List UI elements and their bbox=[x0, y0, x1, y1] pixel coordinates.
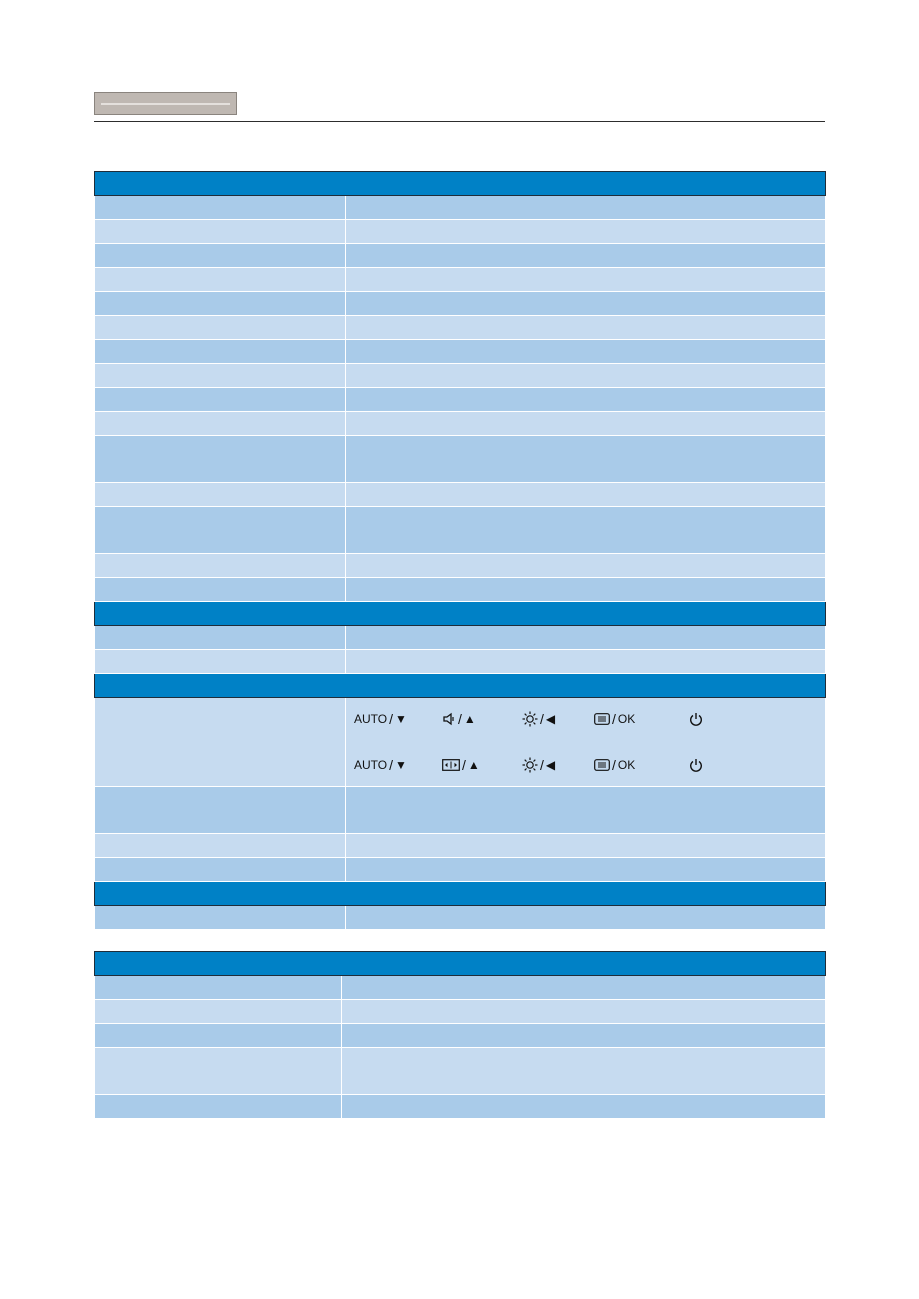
spec-value bbox=[346, 834, 826, 858]
control-keys-cell bbox=[346, 698, 826, 787]
spec-value bbox=[346, 554, 826, 578]
spec-label bbox=[95, 1024, 342, 1048]
menu-icon bbox=[594, 759, 610, 771]
spec-value bbox=[346, 364, 826, 388]
control-keys-row-1 bbox=[354, 708, 825, 730]
spec-label bbox=[95, 364, 346, 388]
power-key bbox=[689, 712, 719, 727]
spec-label bbox=[95, 1048, 342, 1095]
spec-label bbox=[95, 1000, 342, 1024]
section-header bbox=[95, 882, 826, 906]
spec-value bbox=[346, 292, 826, 316]
volume-up-key: / ▲ bbox=[442, 711, 522, 727]
left-arrow-icon: ◀ bbox=[545, 712, 556, 726]
power-icon bbox=[689, 712, 703, 727]
control-keys-row-2 bbox=[354, 754, 825, 776]
spec-label bbox=[95, 483, 346, 507]
tab-highlight bbox=[101, 103, 230, 105]
spec-value bbox=[346, 388, 826, 412]
spec-value bbox=[346, 787, 826, 834]
spec-label bbox=[95, 340, 346, 364]
left-arrow-icon: ◀ bbox=[545, 758, 556, 772]
spec-label bbox=[95, 388, 346, 412]
power-icon bbox=[689, 758, 703, 773]
spec-label bbox=[95, 1095, 342, 1119]
spec-label bbox=[95, 316, 346, 340]
menu-ok-key: / OK bbox=[594, 711, 689, 727]
spec-label bbox=[95, 858, 346, 882]
spec-value bbox=[346, 220, 826, 244]
spec-value bbox=[342, 1048, 826, 1095]
down-arrow-icon: ▼ bbox=[395, 712, 407, 726]
menu-icon bbox=[594, 713, 610, 725]
spec-value bbox=[346, 650, 826, 674]
spec-label bbox=[95, 578, 346, 602]
header-rule bbox=[94, 121, 825, 122]
spec-label bbox=[95, 626, 346, 650]
up-arrow-icon: ▲ bbox=[463, 712, 476, 726]
spec-value bbox=[346, 436, 826, 483]
spec-label bbox=[95, 244, 346, 268]
auto-down-key: AUTO / ▼ bbox=[354, 711, 407, 727]
ok-label: OK bbox=[617, 712, 636, 726]
speaker-icon bbox=[442, 712, 456, 726]
spec-label bbox=[95, 698, 346, 787]
spec-value bbox=[346, 483, 826, 507]
spec-value bbox=[342, 1024, 826, 1048]
spec-label bbox=[95, 787, 346, 834]
spec-label bbox=[95, 220, 346, 244]
section-tab bbox=[94, 92, 237, 115]
brightness-icon bbox=[522, 757, 538, 773]
spec-label bbox=[95, 554, 346, 578]
brightness-icon bbox=[522, 711, 538, 727]
spec-value bbox=[346, 626, 826, 650]
spec-value bbox=[346, 858, 826, 882]
aspect-ratio-icon bbox=[442, 759, 460, 771]
spec-table-main bbox=[94, 171, 826, 930]
spec-value bbox=[346, 316, 826, 340]
spec-label bbox=[95, 650, 346, 674]
spec-label bbox=[95, 906, 346, 930]
spec-value bbox=[346, 906, 826, 930]
brightness-left-key: / ◀ bbox=[522, 757, 594, 773]
spec-label bbox=[95, 834, 346, 858]
spec-label bbox=[95, 412, 346, 436]
auto-icon: AUTO bbox=[354, 758, 388, 772]
auto-down-key: AUTO / ▼ bbox=[354, 757, 407, 773]
spec-value bbox=[346, 340, 826, 364]
menu-ok-key: / OK bbox=[594, 757, 689, 773]
spec-label bbox=[95, 292, 346, 316]
spec-label bbox=[95, 196, 346, 220]
power-key bbox=[689, 758, 719, 773]
section-header bbox=[95, 674, 826, 698]
spec-value bbox=[342, 1095, 826, 1119]
spec-value bbox=[342, 1000, 826, 1024]
spec-value bbox=[346, 244, 826, 268]
spec-label bbox=[95, 436, 346, 483]
section-header bbox=[95, 172, 826, 196]
spec-table-secondary bbox=[94, 951, 826, 1119]
section-header bbox=[95, 602, 826, 626]
spec-value bbox=[346, 196, 826, 220]
brightness-left-key: / ◀ bbox=[522, 711, 594, 727]
ok-label: OK bbox=[617, 758, 636, 772]
spec-label bbox=[95, 507, 346, 554]
aspect-up-key: / ▲ bbox=[442, 757, 522, 773]
up-arrow-icon: ▲ bbox=[467, 758, 480, 772]
spec-label bbox=[95, 976, 342, 1000]
spec-value bbox=[346, 412, 826, 436]
spec-value bbox=[346, 578, 826, 602]
section-header bbox=[95, 952, 826, 976]
spec-value bbox=[346, 268, 826, 292]
down-arrow-icon: ▼ bbox=[395, 758, 407, 772]
auto-icon: AUTO bbox=[354, 712, 388, 726]
spec-value bbox=[342, 976, 826, 1000]
spec-label bbox=[95, 268, 346, 292]
spec-value bbox=[346, 507, 826, 554]
